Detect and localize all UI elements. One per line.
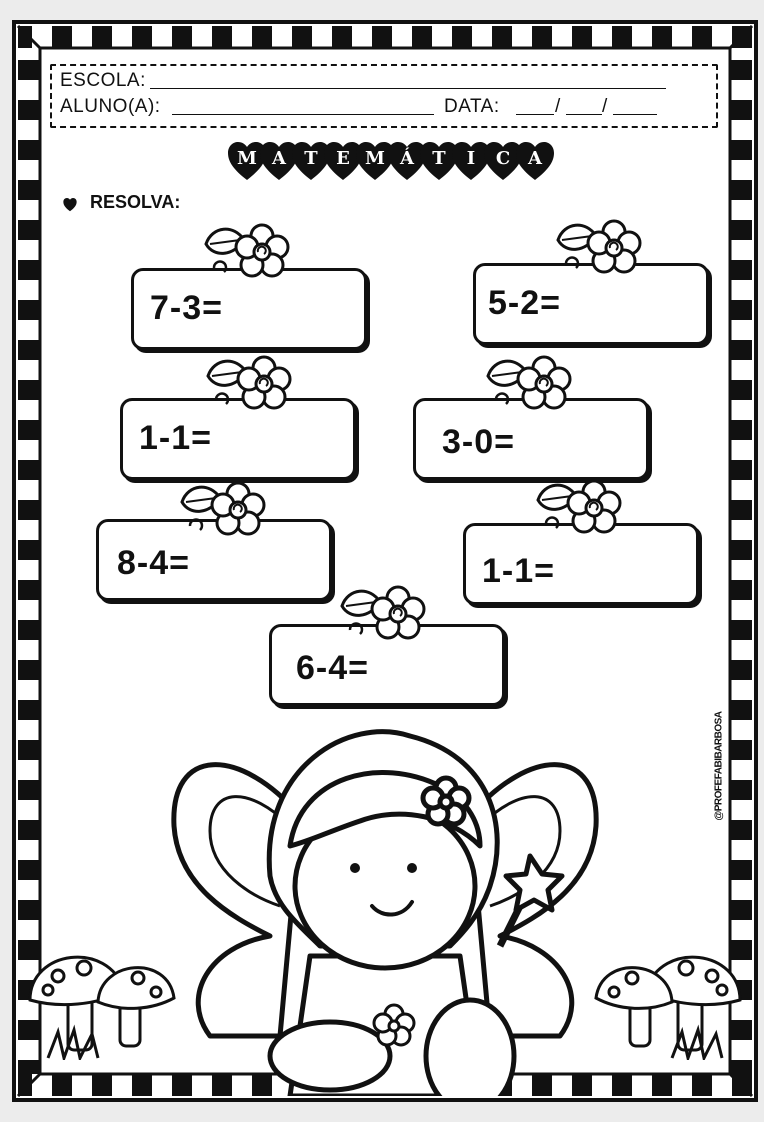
flower-icon xyxy=(204,222,294,282)
author-credit: @PROFEFABIBARBOSA xyxy=(713,711,725,821)
date-day-field[interactable] xyxy=(516,114,554,115)
title-heart-letter: T xyxy=(292,142,330,182)
title-heart-letter: C xyxy=(484,142,522,182)
page-title xyxy=(228,142,558,186)
exercise-expression: 3-0= xyxy=(442,423,515,461)
title-heart-letter: A xyxy=(516,142,554,182)
flower-icon xyxy=(556,218,646,278)
mushroom-cluster-left xyxy=(28,920,178,1060)
title-heart-letter: I xyxy=(452,142,490,182)
flower-icon xyxy=(206,354,296,414)
title-heart-letter: Á xyxy=(388,142,426,182)
exercise-expression: 8-4= xyxy=(117,544,190,582)
date-separator: / xyxy=(555,96,561,117)
title-heart-letter: M xyxy=(228,142,266,182)
date-separator: / xyxy=(602,96,608,117)
exercise-expression: 1-1= xyxy=(482,552,555,590)
title-heart-letter: E xyxy=(324,142,362,182)
flower-icon xyxy=(486,354,576,414)
title-heart-letter: T xyxy=(420,142,458,182)
mushroom-cluster-right xyxy=(592,920,742,1060)
date-year-field[interactable] xyxy=(613,114,657,115)
heart-icon xyxy=(62,198,78,212)
student-label: ALUNO(A): xyxy=(60,96,161,117)
exercise-expression: 7-3= xyxy=(150,289,223,327)
exercise-expression: 5-2= xyxy=(488,284,561,322)
date-label: DATA: xyxy=(444,96,500,117)
title-heart-letter: M xyxy=(356,142,394,182)
exercise-expression: 6-4= xyxy=(296,649,369,687)
fairy-girl-illustration xyxy=(150,706,620,1096)
date-month-field[interactable] xyxy=(566,114,602,115)
instruction-label: RESOLVA: xyxy=(90,192,181,212)
school-label: ESCOLA: xyxy=(60,70,146,91)
school-field[interactable] xyxy=(150,88,666,89)
flower-icon xyxy=(180,480,270,540)
student-name-field[interactable] xyxy=(172,114,434,115)
exercise-expression: 1-1= xyxy=(139,419,212,457)
title-heart-letter: A xyxy=(260,142,298,182)
flower-icon xyxy=(340,584,430,644)
flower-icon xyxy=(536,478,626,538)
